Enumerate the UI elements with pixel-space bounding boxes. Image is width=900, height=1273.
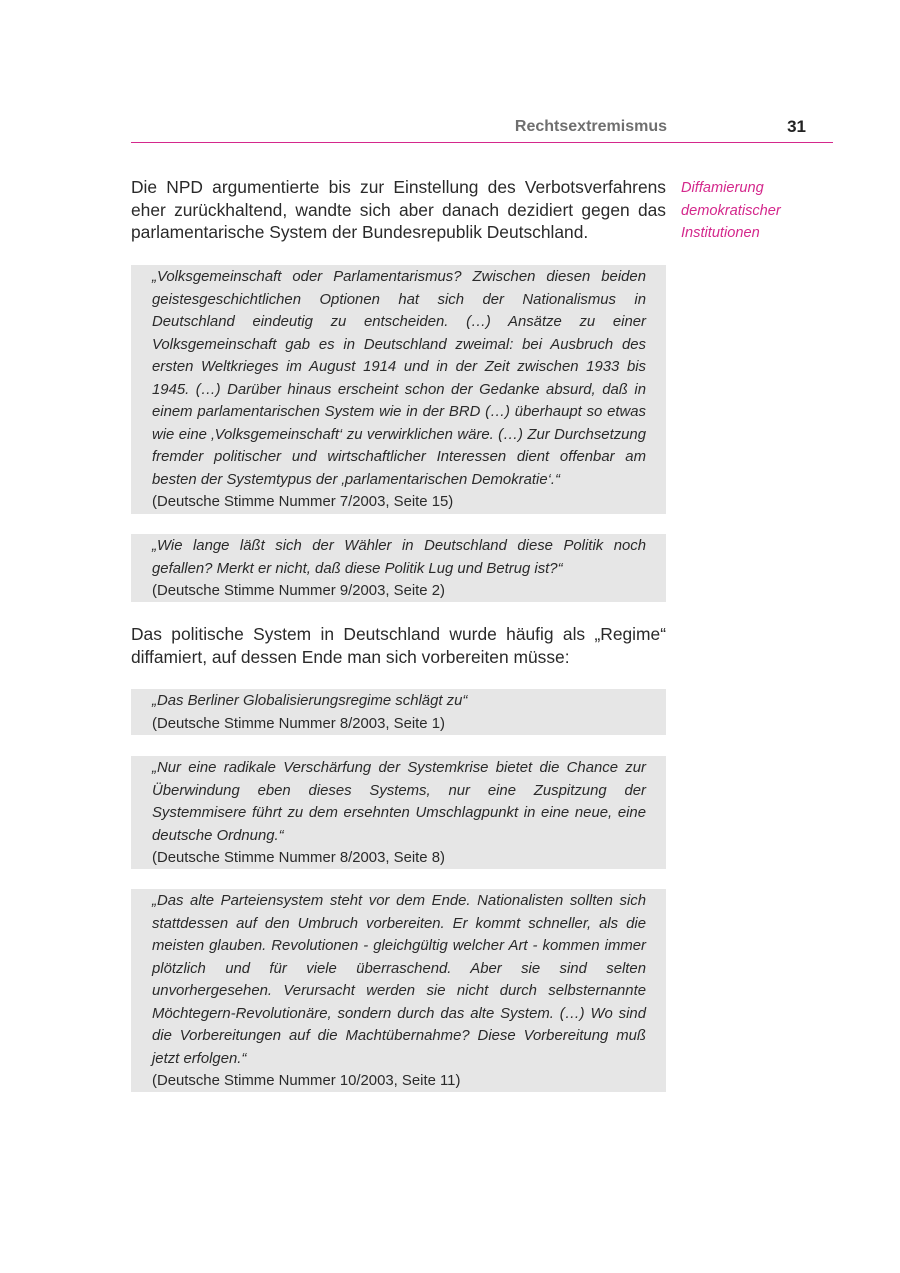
regime-paragraph: Das politische System in Deutschland wurde häufig als „Regime“ diffamiert, auf dessen Ende man sich vorbereiten müsse: xyxy=(131,624,666,667)
quote-text: „Das alte Parteiensystem steht vor dem Ende. Nationalisten sollten sich stattdessen auf den Umbruch vorbereiten. Er kommt schneller, als die meisten glauben. Revolutionen - gleichgültig welcher Art - kommen immer plötzlich und für viele überraschend. Aber sie sind selten unvorhergesehen. Verursacht werden sie nicht durch selbsternannte Möchtegern-Revolutionäre, sondern durch das alte System. (…) Wo sind die Vorbereitungen auf die Machtübernahme? Diese Vorbereitung muß jetzt erfolgen.“ xyxy=(152,893,646,1067)
quote-block xyxy=(131,265,666,514)
margin-note xyxy=(681,177,831,245)
page-number: 31 xyxy=(787,117,806,136)
running-title: Rechtsextremismus xyxy=(514,118,667,135)
quote-source: (Deutsche Stimme Nummer 8/2003, Seite 1) xyxy=(152,715,445,732)
intro-paragraph: Die NPD argumentierte bis zur Einstellung des Verbotsverfahrens eher zurückhaltend, wandte sich aber danach dezidiert gegen das parlamentarische System der Bundesrepublik Deutschland. xyxy=(131,177,666,243)
quote-text: „Wie lange läßt sich der Wähler in Deutschland diese Politik noch gefallen? Merkt er nicht, daß diese Politik Lug und Betrug ist?“ xyxy=(152,538,646,577)
margin-note-line: Diffamierung xyxy=(681,180,764,196)
quote-block xyxy=(131,689,666,735)
quote-block xyxy=(131,889,666,1092)
margin-note-line: Institutionen xyxy=(681,225,760,242)
quote-text: „Das Berliner Globalisierungsregime schlägt zu“ xyxy=(152,693,468,709)
quote-block xyxy=(131,756,666,869)
quote-source: (Deutsche Stimme Nummer 7/2003, Seite 15) xyxy=(152,494,454,510)
quote-source: (Deutsche Stimme Nummer 8/2003, Seite 8) xyxy=(152,850,445,866)
margin-note-line: demokratischer xyxy=(681,202,781,219)
page-header xyxy=(131,116,833,143)
quote-text: „Nur eine radikale Verschärfung der Systemkrise bietet die Chance zur Überwindung eben dieses Systems, nur eine Zuspitzung der Systemmisere führt zu dem ersehnten Umschlagpunkt in eine neue, eine deutsche Ordnung.“ xyxy=(152,760,646,844)
quote-block xyxy=(131,534,666,602)
quote-text: „Volksgemeinschaft oder Parlamentarismus? Zwischen diesen beiden geistesgeschichtlichen Optionen hat sich der Nationalismus in Deutschland eindeutig zu entscheiden. (…) Ansätze zu einer Volksgemeinschaft gab es in Deutschland zweimal: bei Ausbruch des ersten Weltkrieges im August 1914 und in der Zeit zwischen 1933 bis 1945. (…) Darüber hinaus erscheint schon der Gedanke absurd, daß in einem parlamentarischen System wie in der BRD (…) überhaupt so etwas wie eine ‚Volksgemeinschaft‘ zu verwirklichen wäre. (…) Zur Durchsetzung fremder politischer und wirtschaftlicher Interessen dient offenbar am besten der Systemtypus der ‚parlamentarischen Demokratie‘.“ xyxy=(152,269,646,488)
quote-source: (Deutsche Stimme Nummer 9/2003, Seite 2) xyxy=(152,583,445,599)
quote-source: (Deutsche Stimme Nummer 10/2003, Seite 11) xyxy=(152,1073,461,1089)
